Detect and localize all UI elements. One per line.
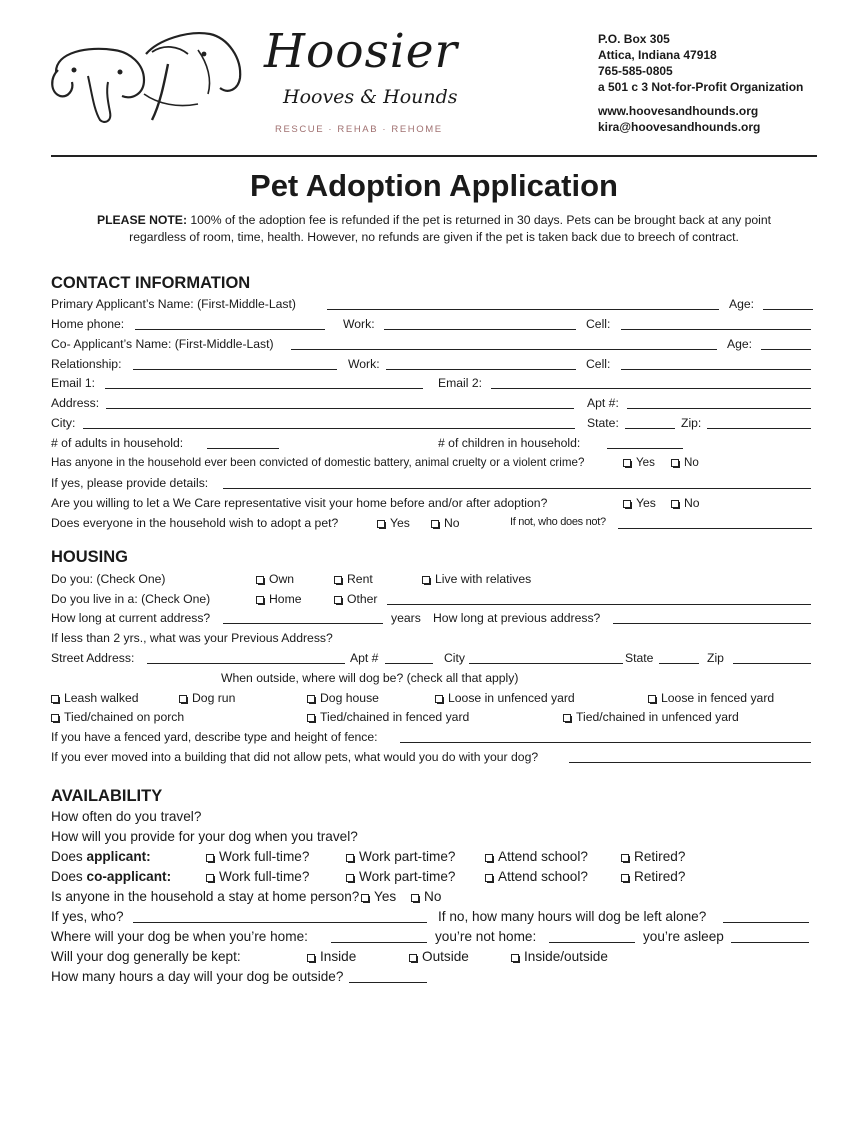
app-part-option[interactable] — [346, 849, 455, 864]
header-divider — [51, 155, 817, 157]
if-yes-who-field[interactable] — [133, 909, 427, 923]
how-long-prev-label: How long at previous address? — [433, 611, 601, 625]
co-name-label: Co- Applicant’s Name: (First-Middle-Last) — [51, 337, 274, 351]
checkbox-icon — [206, 874, 214, 882]
prev-apt-field[interactable] — [385, 651, 433, 664]
state-field[interactable] — [625, 416, 675, 429]
work-phone-field[interactable] — [384, 317, 576, 330]
primary-age-field[interactable] — [763, 297, 813, 310]
checkbox-icon — [307, 695, 315, 703]
adults-label: # of adults in household: — [51, 436, 184, 450]
tied-unfenced-label: Tied/chained in unfenced yard — [576, 710, 739, 724]
co-full-option[interactable] — [206, 869, 309, 884]
co-school-option[interactable] — [485, 869, 588, 884]
moved-question: If you ever moved into a building that did not allow pets, what would you do with your dog? — [51, 750, 539, 764]
home-option[interactable] — [256, 592, 302, 606]
visit-no-option[interactable] — [671, 496, 700, 510]
checkbox-icon — [623, 459, 631, 467]
tied-unfenced-option[interactable] — [563, 710, 739, 724]
full-label: Work full-time? — [219, 849, 310, 864]
email1-field[interactable] — [105, 376, 423, 389]
own-option[interactable] — [256, 572, 294, 586]
zip-field[interactable] — [707, 416, 811, 429]
everyone-yes-option[interactable] — [377, 516, 410, 530]
how-long-label: How long at current address? — [51, 611, 211, 625]
address-line-4: a 501 c 3 Not-for-Profit Organization — [598, 80, 804, 94]
no-label: No — [684, 456, 699, 469]
org-name: Hoosier — [264, 24, 459, 79]
zip-label: Zip: — [681, 416, 702, 430]
home-phone-label: Home phone: — [51, 317, 125, 331]
part-label: Work part-time? — [359, 869, 456, 884]
outside-option[interactable] — [409, 949, 469, 964]
kept-label: Will your dog generally be kept: — [51, 949, 241, 964]
apt-label: Apt #: — [587, 396, 619, 410]
relationship-label: Relationship: — [51, 357, 122, 371]
co-age-field[interactable] — [761, 337, 811, 350]
dog-run-label: Dog run — [192, 691, 236, 705]
checkbox-icon — [307, 954, 315, 962]
checkbox-icon — [671, 500, 679, 508]
where-home-field[interactable] — [331, 929, 427, 943]
checkbox-icon — [377, 520, 385, 528]
contact-heading: CONTACT INFORMATION — [51, 274, 251, 292]
stay-home-no-option[interactable] — [411, 889, 441, 904]
yes-label: Yes — [374, 889, 397, 904]
app-school-option[interactable] — [485, 849, 588, 864]
hours-alone-label: If no, how many hours will dog be left alone? — [438, 909, 707, 924]
checkbox-icon — [648, 695, 656, 703]
address-label: Address: — [51, 396, 100, 410]
own-label: Own — [269, 572, 295, 586]
cell-phone-field[interactable] — [621, 317, 811, 330]
co-work-field[interactable] — [386, 357, 576, 370]
stay-home-yes-option[interactable] — [361, 889, 396, 904]
app-full-option[interactable] — [206, 849, 309, 864]
co-part-option[interactable] — [346, 869, 455, 884]
loose-fenced-label: Loose in fenced yard — [661, 691, 775, 705]
note-bold: PLEASE NOTE: — [96, 213, 187, 227]
checkbox-icon — [51, 714, 59, 722]
applicant-bold: applicant: — [86, 849, 151, 864]
retired-label: Retired? — [634, 849, 686, 864]
in-out-label: Inside/outside — [524, 949, 608, 964]
applicant-label — [51, 849, 151, 864]
details-label: If yes, please provide details: — [51, 476, 209, 490]
housing-heading: HOUSING — [51, 548, 129, 566]
checkbox-icon — [179, 695, 187, 703]
in-out-option[interactable] — [511, 949, 608, 964]
city-field[interactable] — [83, 416, 575, 429]
convicted-no-option[interactable] — [671, 456, 699, 469]
tied-porch-label: Tied/chained on porch — [64, 710, 185, 724]
co-applicant-label — [51, 869, 171, 884]
inside-option[interactable] — [307, 949, 356, 964]
other-field[interactable] — [387, 592, 811, 605]
dog-house-option[interactable] — [307, 691, 379, 705]
other-option[interactable] — [334, 592, 377, 606]
checkbox-icon — [256, 596, 264, 604]
not-home-field[interactable] — [549, 929, 635, 943]
rent-label: Rent — [347, 572, 373, 586]
email-link[interactable]: kira@hoovesandhounds.org — [598, 120, 761, 134]
note-line-2: regardless of room, time, health. However, no refunds are given if the pet is taken back due to breech of contract. — [129, 230, 739, 244]
leash-option[interactable] — [51, 691, 139, 705]
does-label: Does — [51, 849, 83, 864]
address-line-3: 765-585-0805 — [598, 64, 673, 78]
convicted-question: Has anyone in the household ever been convicted of domestic battery, animal cruelty or a violent crime? — [51, 456, 585, 469]
live-in-label: Do you live in a: (Check One) — [51, 592, 211, 606]
checkbox-icon — [334, 576, 342, 584]
fence-field[interactable] — [400, 730, 811, 743]
street-field[interactable] — [147, 651, 345, 664]
hours-outside-label: How many hours a day will your dog be outside? — [51, 969, 344, 984]
outside-question: When outside, where will dog be? (check all that apply) — [221, 671, 519, 685]
who-not-field[interactable] — [618, 516, 812, 529]
visit-yes-option[interactable] — [623, 496, 656, 510]
website-link[interactable]: www.hoovesandhounds.org — [598, 104, 759, 118]
do-you-label: Do you: (Check One) — [51, 572, 166, 586]
not-home-label: you’re not home: — [435, 929, 537, 944]
travel-provide-label: How will you provide for your dog when you travel? — [51, 829, 358, 844]
part-label: Work part-time? — [359, 849, 456, 864]
cell-label: Cell: — [586, 317, 611, 331]
checkbox-icon — [671, 459, 679, 467]
does-label: Does — [51, 869, 83, 884]
checkbox-icon — [206, 854, 214, 862]
prev-city-label: City — [444, 651, 465, 665]
note — [0, 212, 868, 246]
prev-zip-label: Zip — [707, 651, 724, 665]
org-subname: Hooves & Hounds — [283, 86, 458, 108]
address-field[interactable] — [106, 396, 574, 409]
checkbox-icon — [346, 854, 354, 862]
tied-fenced-option[interactable] — [307, 710, 469, 724]
checkbox-icon — [621, 854, 629, 862]
children-field[interactable] — [607, 436, 683, 449]
checkbox-icon — [431, 520, 439, 528]
school-label: Attend school? — [498, 849, 588, 864]
email1-label: Email 1: — [51, 376, 96, 390]
prev-state-field[interactable] — [659, 651, 699, 664]
prev-zip-field[interactable] — [733, 651, 811, 664]
children-label: # of children in household: — [438, 436, 581, 450]
moved-field[interactable] — [569, 750, 811, 763]
no-label: No — [684, 496, 700, 510]
less-than-label: If less than 2 yrs., what was your Previous Address? — [51, 631, 333, 645]
adults-field[interactable] — [207, 436, 279, 449]
how-long-prev-field[interactable] — [613, 611, 811, 624]
if-yes-who-label: If yes, who? — [51, 909, 124, 924]
dog-run-option[interactable] — [179, 691, 235, 705]
prev-apt-label: Apt # — [350, 651, 379, 665]
live-relatives-option[interactable] — [422, 572, 531, 586]
org-tagline: RESCUE · REHAB · REHOME — [275, 124, 443, 135]
yes-label: Yes — [636, 496, 656, 510]
inside-label: Inside — [320, 949, 357, 964]
outside-label: Outside — [422, 949, 469, 964]
how-long-field[interactable] — [223, 611, 383, 624]
fence-question: If you have a fenced yard, describe type and height of fence: — [51, 730, 378, 744]
note-line-1: 100% of the adoption fee is refunded if the pet is returned in 30 days. Pets can be brought back at any point — [187, 213, 772, 227]
email2-field[interactable] — [491, 376, 811, 389]
relationship-field[interactable] — [133, 357, 337, 370]
dog-house-label: Dog house — [320, 691, 379, 705]
co-cell-field[interactable] — [621, 357, 811, 370]
everyone-question: Does everyone in the household wish to adopt a pet? — [51, 516, 339, 530]
street-label: Street Address: — [51, 651, 135, 665]
checkbox-icon — [51, 695, 59, 703]
city-label: City: — [51, 416, 76, 430]
yes-label: Yes — [636, 456, 655, 469]
details-field[interactable] — [223, 476, 811, 489]
page-title: Pet Adoption Application — [250, 168, 618, 203]
where-home-label: Where will your dog be when you’re home: — [51, 929, 308, 944]
co-retired-option[interactable] — [621, 869, 685, 884]
travel-often-label: How often do you travel? — [51, 809, 202, 824]
checkbox-icon — [485, 874, 493, 882]
home-label: Home — [269, 592, 302, 606]
tied-porch-option[interactable] — [51, 710, 184, 724]
checkbox-icon — [511, 954, 519, 962]
tied-fenced-label: Tied/chained in fenced yard — [320, 710, 470, 724]
asleep-field[interactable] — [731, 929, 809, 943]
who-not-label: If not, who does not? — [510, 516, 606, 528]
checkbox-icon — [346, 874, 354, 882]
co-name-field[interactable] — [291, 337, 717, 350]
prev-state-label: State — [625, 651, 654, 665]
visit-question: Are you willing to let a We Care representative visit your home before and/or after adoption? — [51, 496, 548, 510]
contact-block — [598, 31, 803, 135]
availability-heading: AVAILABILITY — [51, 787, 163, 805]
app-retired-option[interactable] — [621, 849, 685, 864]
hours-outside-field[interactable] — [349, 969, 427, 983]
convicted-yes-option[interactable] — [623, 456, 655, 469]
stay-home-question: Is anyone in the household a stay at home person? — [51, 889, 360, 904]
asleep-label: you’re asleep — [643, 929, 724, 944]
state-label: State: — [587, 416, 619, 430]
loose-unfenced-option[interactable] — [435, 691, 575, 705]
animal-logo-icon — [48, 24, 248, 132]
co-cell-label: Cell: — [586, 357, 611, 371]
live-relatives-label: Live with relatives — [435, 572, 532, 586]
full-label: Work full-time? — [219, 869, 310, 884]
other-label: Other — [347, 592, 378, 606]
no-label: No — [424, 889, 442, 904]
home-phone-field[interactable] — [135, 317, 325, 330]
checkbox-icon — [411, 894, 419, 902]
prev-city-field[interactable] — [469, 651, 623, 664]
co-applicant-bold: co-applicant: — [86, 869, 172, 884]
checkbox-icon — [256, 576, 264, 584]
checkbox-icon — [623, 500, 631, 508]
co-work-label: Work: — [348, 357, 380, 371]
checkbox-icon — [435, 695, 443, 703]
primary-name-field[interactable] — [327, 297, 719, 310]
checkbox-icon — [485, 854, 493, 862]
checkbox-icon — [307, 714, 315, 722]
checkbox-icon — [563, 714, 571, 722]
address-line-1: P.O. Box 305 — [598, 32, 670, 46]
school-label: Attend school? — [498, 869, 588, 884]
checkbox-icon — [409, 954, 417, 962]
loose-fenced-option[interactable] — [648, 691, 774, 705]
email2-label: Email 2: — [438, 376, 483, 390]
loose-unfenced-label: Loose in unfenced yard — [448, 691, 575, 705]
yes-label: Yes — [390, 516, 410, 530]
hours-alone-field[interactable] — [723, 909, 809, 923]
retired-label: Retired? — [634, 869, 686, 884]
no-label: No — [444, 516, 460, 530]
address-line-2: Attica, Indiana 47918 — [598, 48, 717, 62]
years-label: years — [391, 611, 421, 625]
co-age-label: Age: — [727, 337, 753, 351]
leash-label: Leash walked — [64, 691, 139, 705]
primary-name-label: Primary Applicant’s Name: (First-Middle-Last) — [51, 297, 296, 311]
age-label: Age: — [729, 297, 755, 311]
checkbox-icon — [422, 576, 430, 584]
checkbox-icon — [334, 596, 342, 604]
rent-option[interactable] — [334, 572, 373, 586]
work-label: Work: — [343, 317, 375, 331]
apt-field[interactable] — [627, 396, 811, 409]
everyone-no-option[interactable] — [431, 516, 460, 530]
checkbox-icon — [621, 874, 629, 882]
checkbox-icon — [361, 894, 369, 902]
